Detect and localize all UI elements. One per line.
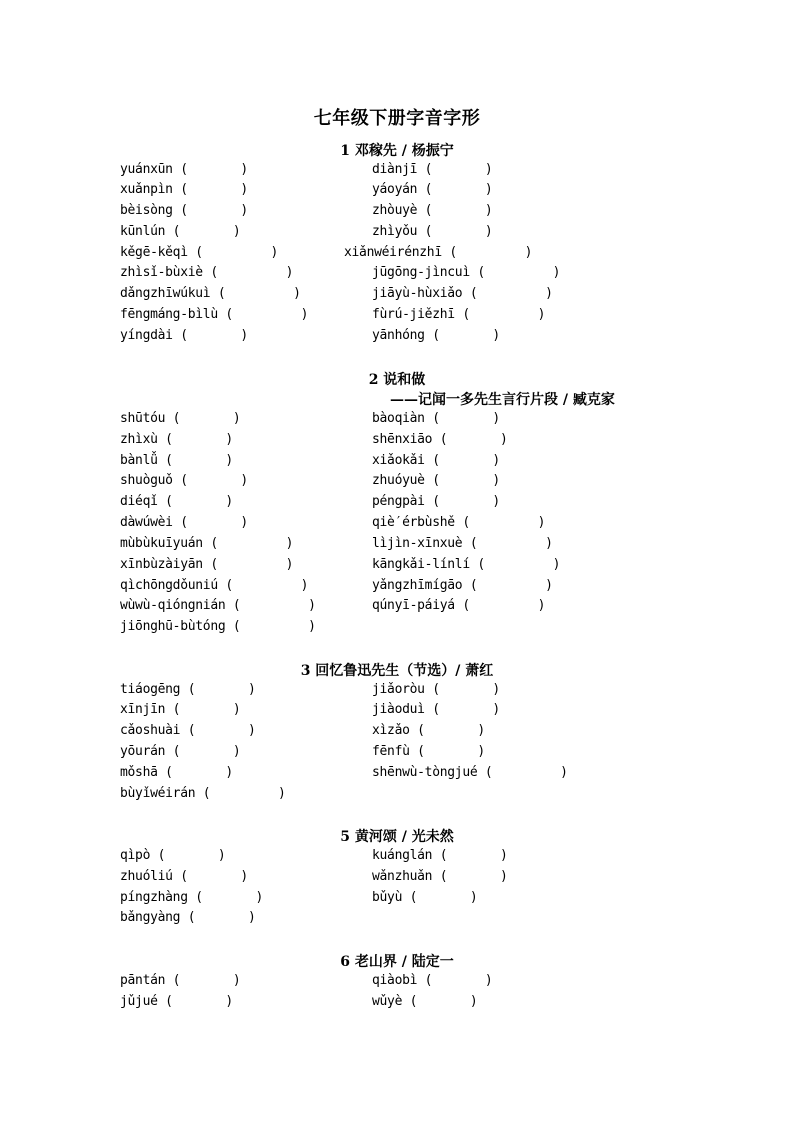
- pinyin-item: dǎngzhīwúkuì ( ): [120, 286, 301, 301]
- pinyin-item: dàwúwèi ( ): [120, 515, 248, 530]
- pinyin-item: pāntán ( ): [120, 973, 241, 988]
- pinyin-item: tiáogēng ( ): [120, 682, 256, 697]
- pinyin-item: diànjī ( ): [372, 162, 493, 177]
- pinyin-item: jiàoduì ( ): [372, 702, 500, 717]
- pinyin-item: péngpài ( ): [372, 494, 500, 509]
- pinyin-item: lìjìn-xīnxuè ( ): [372, 536, 553, 551]
- pinyin-item: xìzǎo ( ): [372, 723, 485, 738]
- pinyin-item: kuánglán ( ): [372, 848, 508, 863]
- pinyin-item: yānhóng ( ): [372, 328, 500, 343]
- section-heading: 3 回忆鲁迅先生（节选）/ 萧红: [300, 663, 494, 679]
- pinyin-item: jiāyù-hùxiǎo ( ): [372, 286, 553, 301]
- pinyin-item: diéqǐ ( ): [120, 494, 233, 509]
- pinyin-item: yíngdài ( ): [120, 328, 248, 343]
- pinyin-item: yōurán ( ): [120, 744, 241, 759]
- pinyin-item: wùwù-qióngnián ( ): [120, 598, 316, 613]
- pinyin-item: zhìxù ( ): [120, 432, 233, 447]
- pinyin-item: qúnyī-páiyá ( ): [372, 598, 546, 613]
- pinyin-item: zhìyǒu ( ): [372, 224, 493, 239]
- pinyin-item: xīnbùzàiyān ( ): [120, 557, 294, 572]
- pinyin-item: fēngmáng-bìlù ( ): [120, 307, 309, 322]
- pinyin-item: shēnwù-tòngjué ( ): [372, 765, 568, 780]
- pinyin-item: qìpò ( ): [120, 848, 226, 863]
- pinyin-item: mùbùkuīyuán ( ): [120, 536, 294, 551]
- pinyin-item: shuòguǒ ( ): [120, 473, 248, 488]
- pinyin-item: xiǎokǎi ( ): [372, 453, 500, 468]
- pinyin-item: zhìsǐ-bùxiè ( ): [120, 265, 294, 280]
- pinyin-item: bǔyù ( ): [372, 890, 478, 905]
- pinyin-item: bùyǐwéirán ( ): [120, 786, 286, 801]
- pinyin-item: yǎngzhīmígāo ( ): [372, 578, 553, 593]
- pinyin-item: bèisòng ( ): [120, 203, 248, 218]
- pinyin-item: píngzhàng ( ): [120, 890, 264, 905]
- pinyin-item: xuǎnpìn ( ): [120, 182, 248, 197]
- pinyin-item: xiǎnwéirénzhī ( ): [344, 245, 533, 260]
- pinyin-item: shēnxiāo ( ): [372, 432, 508, 447]
- pinyin-item: qiàobì ( ): [372, 973, 493, 988]
- pinyin-item: qiè′érbùshě ( ): [372, 515, 546, 530]
- pinyin-item: kěgē-kěqì ( ): [120, 245, 279, 260]
- pinyin-item: qìchōngdǒuniú ( ): [120, 578, 309, 593]
- pinyin-item: bàoqiàn ( ): [372, 411, 500, 426]
- pinyin-item: fēnfù ( ): [372, 744, 485, 759]
- pinyin-item: yuánxūn ( ): [120, 162, 248, 177]
- section-heading: 2 说和做: [368, 372, 426, 388]
- pinyin-item: jiōnghū-bùtóng ( ): [120, 619, 316, 634]
- pinyin-item: jǔjué ( ): [120, 994, 233, 1009]
- pinyin-item: kūnlún ( ): [120, 224, 241, 239]
- pinyin-item: zhòuyè ( ): [372, 203, 493, 218]
- pinyin-item: mǒshā ( ): [120, 765, 233, 780]
- section-heading: 5 黄河颂 / 光未然: [340, 829, 454, 845]
- section-subheading: ——记闻一多先生言行片段 / 臧克家: [390, 392, 615, 408]
- pinyin-item: kāngkǎi-línlí ( ): [372, 557, 561, 572]
- pinyin-item: jūgōng-jìncuì ( ): [372, 265, 561, 280]
- section-heading: 6 老山界 / 陆定一: [340, 954, 454, 970]
- pinyin-item: wǔyè ( ): [372, 994, 478, 1009]
- pinyin-item: jiǎoròu ( ): [372, 682, 500, 697]
- pinyin-item: xīnjīn ( ): [120, 702, 241, 717]
- pinyin-item: fùrú-jiězhī ( ): [372, 307, 546, 322]
- pinyin-item: yáoyán ( ): [372, 182, 493, 197]
- pinyin-item: bǎngyàng ( ): [120, 910, 256, 925]
- pinyin-item: zhuóliú ( ): [120, 869, 248, 884]
- pinyin-item: cǎoshuài ( ): [120, 723, 256, 738]
- section-heading: 1 邓稼先 / 杨振宁: [340, 143, 454, 159]
- page-title: 七年级下册字音字形: [313, 108, 481, 129]
- pinyin-item: bànlǚ ( ): [120, 453, 233, 468]
- pinyin-item: wǎnzhuǎn ( ): [372, 869, 508, 884]
- pinyin-item: zhuóyuè ( ): [372, 473, 500, 488]
- pinyin-item: shūtóu ( ): [120, 411, 241, 426]
